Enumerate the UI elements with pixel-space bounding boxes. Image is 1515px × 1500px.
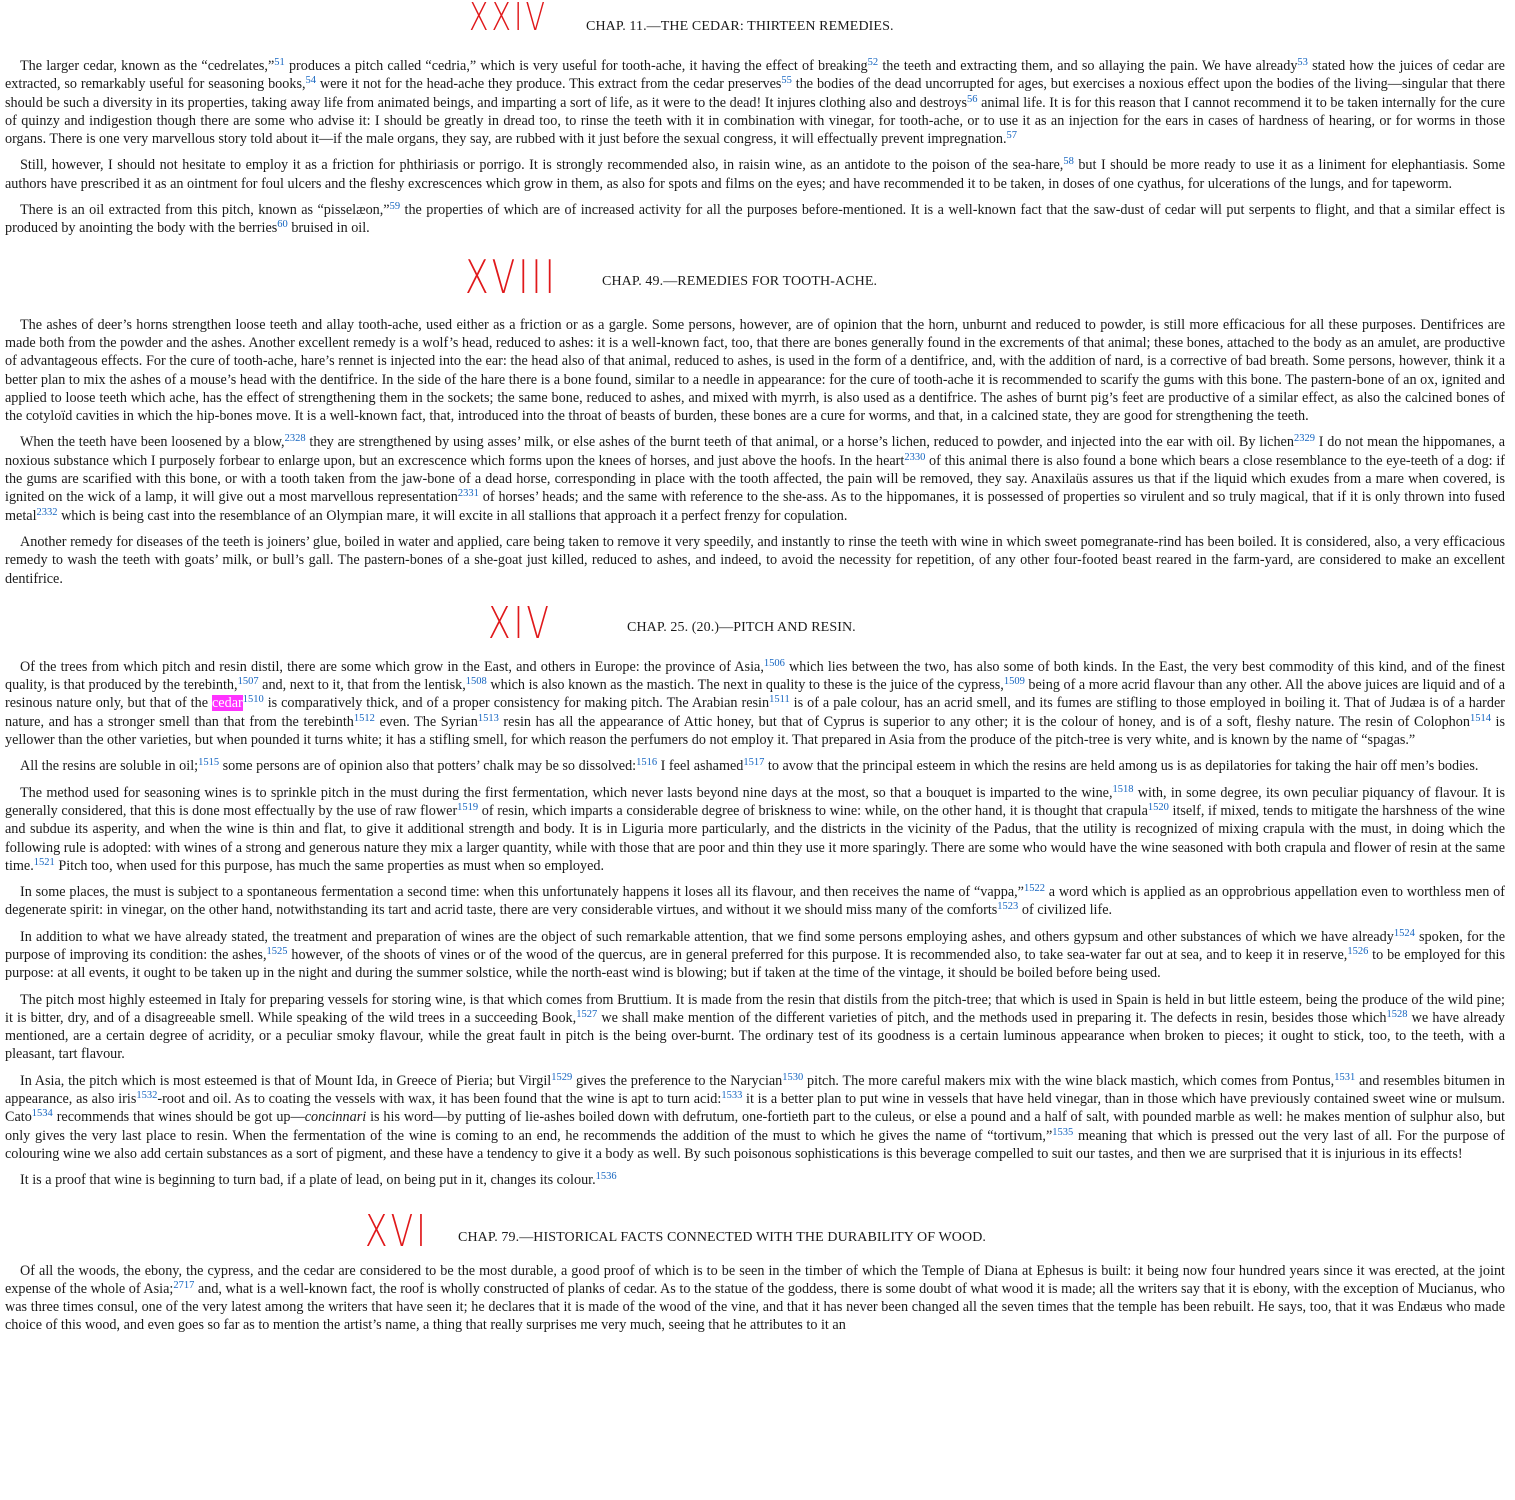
footnote-link[interactable]: 2332: [36, 506, 58, 518]
footnote-link[interactable]: 1535: [1052, 1126, 1074, 1138]
body-paragraph: [5, 433, 1505, 524]
body-paragraph: [5, 784, 1505, 875]
footnote-link[interactable]: 1507: [237, 676, 259, 688]
footnote-link[interactable]: 1521: [33, 856, 55, 868]
footnote-link[interactable]: 2329: [1293, 433, 1315, 445]
paragraph-text: even. The Syrian: [374, 713, 478, 730]
paragraph-text: meaning that which is pressed out the very last of all. For the purpose of colouring wine we also add certain substances as a sort of pigment, and these have a tendency to give it a body as well. By such poisonous sophistications is this beverage compelled to suit our tastes, and then we are surprised that it is injurious in its effects!: [5, 1127, 1505, 1162]
paragraph-text: spoken, for the purpose of improving its condition: the ashes,: [5, 928, 1505, 963]
footnote-link[interactable]: 1524: [1393, 927, 1415, 939]
paragraph-text: is comparatively thick, and of a proper consistency for making pitch. The Arabian resin: [263, 695, 770, 712]
footnote-link[interactable]: 1520: [1147, 801, 1169, 813]
chapter-section: [5, 1198, 1505, 1335]
paragraph-text: and, what is a well-known fact, the roof is wholly constructed of planks of cedar. As to the statue of the goddess, there is some doubt of what wood it is made; all the writers say that it is ebony, with the exception of Mucianus, who was three times consul, one of the very latest among the writers that have seen it; he declares that it is made of the wood of the vine, and that it has never been changed all the seven times that the temple has been rebuilt. He says, too, that it was Endæus who made choice of this wood, and even goes so far as to mention the artist’s name, a thing that really surprises me very much, seeing that he attributes to it an: [5, 1280, 1505, 1334]
chapter-title: CHAP. 49.—REMEDIES FOR TOOTH-ACHE.: [602, 273, 878, 289]
body-paragraph: [5, 757, 1505, 775]
paragraph-text: The larger cedar, known as the “cedrelates,”: [20, 58, 275, 74]
chapter-section: [5, 596, 1505, 1190]
paragraph-text: Pitch too, when used for this purpose, has much the same properties as must when so employed.: [54, 857, 605, 874]
paragraph-text: some persons are of opinion also that potters’ chalk may be so dissolved:: [219, 758, 637, 775]
paragraph-text: The ashes of deer’s horns strengthen loose teeth and allay tooth-ache, used either as a friction or as a gargle. Some persons, however, are of opinion that the horn, unburnt and reduced to powder, is still more efficacious for all these purposes. Dentifrices are made both from the powder and the ashes. Another excellent remedy is a wolf’s head, reduced to ashes: it is a well-known fact, too, that there are bones generally found in the excrements of that animal; these bones, attached to the body as an amulet, are productive of advantageous effects. For the cure of tooth-ache, hare’s rennet is injected into the ear: the head also of that animal, reduced to ashes, is used in the form of a dentifrice, and, with the addition of nard, is a corrective of bad breath. Some persons, however, think it a better plan to mix the ashes of a mouse’s head with the dentifrice. In the side of the hare there is a bone found, similar to a needle in appearance: for the cure of tooth-ache it is recommended to scarify the gums with this bone. The pastern-bone of an ox, ignited and applied to loose teeth which ache, has the effect of strengthening them in the sockets; the same bone, reduced to ashes, and mixed with myrrh, is also used as a dentifrice. The ashes of burnt pig’s feet are productive of a similar effect, as also the calcined bones of the cotyloïd cavities in which the hip-bones move. It is a well-known fact, that, introduced into the throat of beasts of burden, these bones are a cure for worms, and that, in a calcined state, they are good for strengthening the teeth.: [5, 316, 1505, 425]
italic-term: concinnari: [304, 1109, 367, 1126]
body-paragraph: [5, 1262, 1505, 1335]
roman-numeral-annotation: XIV: [488, 597, 552, 649]
paragraph-text: In some places, the must is subject to a spontaneous fermentation a second time: when this unfortunately happens it loses all its flavour, and then receives the name of “vappa,”: [20, 884, 1024, 901]
body-paragraph: [5, 57, 1505, 148]
chapter-heading: [5, 1198, 1505, 1262]
footnote-link[interactable]: 1525: [266, 945, 288, 957]
footnote-link[interactable]: 1519: [457, 801, 479, 813]
footnote-link[interactable]: 1514: [1469, 712, 1491, 724]
paragraph-text: of this animal there is also found a bone which bears a close resemblance to the eye-teeth of a dog: if the gums are scarified with this bone, or with a tooth taken from the jaw-bone of a dead horse, corresponding in place with the tooth affected, the pain will be removed, they say. Anaxilaüs assures us that if the liquid which exudes from a mare when covered, is ignited on the wick of a lamp, it will give out a most marvellous representation: [5, 452, 1505, 506]
paragraph-text: I feel ashamed: [657, 758, 744, 775]
chapter-heading: [5, 246, 1505, 316]
paragraph-text: Still, however, I should not hesitate to employ it as a friction for phthiriasis or porrigo. It is strongly recommended also, in raisin wine, as an antidote to the poison of the sea-hare,: [20, 157, 1064, 174]
footnote-link[interactable]: 1528: [1386, 1008, 1408, 1020]
paragraph-text: recommends that wines should be got up—: [52, 1109, 305, 1126]
footnote-link[interactable]: 2331: [457, 488, 479, 500]
paragraph-text: and, next to it, that from the lentisk,: [258, 677, 466, 694]
paragraph-text: we have already mentioned, are a certain degree of acridity, or a peculiar smoky flavour, while the great fault in pitch is the being over-burnt. The ordinary test of its goodness is a certain luminous appearance when broken to pieces; it ought to stick, too, to the teeth, with a pleasant, tart flavour.: [5, 1009, 1505, 1063]
paragraph-text: which is also known as the mastich. The next in quality to these is the juice of the cypress,: [486, 677, 1004, 694]
chapter-title: CHAP. 25. (20.)—PITCH AND RESIN.: [627, 619, 856, 635]
footnote-link[interactable]: 1513: [477, 712, 499, 724]
chapter-title: CHAP. 11.—THE CEDAR: THIRTEEN REMEDIES.: [586, 19, 894, 34]
paragraph-text: There is an oil extracted from this pitch, known as “pisselæon,”: [20, 202, 390, 219]
footnote-link[interactable]: 1530: [782, 1071, 804, 1083]
paragraph-text: we shall make mention of the different varieties of pitch, and the methods used in preparing it. The defects in resin, besides those which: [597, 1009, 1387, 1026]
paragraph-text: they are strengthened by using asses’ milk, or else ashes of the burnt teeth of that animal, or a horse’s lichen, reduced to powder, and injected into the ear with oil. By lichen: [305, 434, 1294, 451]
paragraph-text: of resin, which imparts a considerable degree of briskness to wine: while, on the other hand, it is thought that crapula: [478, 802, 1148, 819]
paragraph-text: In Asia, the pitch which is most esteemed is that of Mount Ida, in Greece of Pieria; but Virgil: [20, 1072, 552, 1089]
body-paragraph: [5, 1171, 1505, 1189]
paragraph-text: In addition to what we have already stated, the treatment and preparation of wines are the object of such remarkable attention, that we find some persons employing ashes, and others gypsum and other substances of which we have already: [20, 928, 1394, 945]
paragraph-text: animal life. It is for this reason that I cannot recommend it to be taken internally for the cure of quinzy and indigestion though there are some who advise it: I should be greatly in dread too, to rinse the teeth with it in combination with vinegar, for tooth-ache, or to use it as an injection for the ears in cases of hardness of hearing, or for worms in those organs. There is one very marvellous story told about it—if the male organs, they say, are rubbed with it just before the sexual congress, it will effectually prevent impregnation.: [5, 94, 1505, 148]
paragraph-text: resin has all the appearance of Attic honey, but that of Cyprus is superior to any other; it is the colour of honey, and is of a soft, fleshy nature. The resin of Colophon: [498, 713, 1470, 730]
footnote-link[interactable]: 1533: [721, 1090, 743, 1102]
paragraph-text: of civilized life.: [1018, 902, 1113, 919]
footnote-link[interactable]: 1515: [198, 757, 220, 769]
paragraph-text: of horses’ heads; and the same with reference to the she-ass. As to the hippomanes, it is possessed of properties so virulent and so truly magical, that if it is only thrown into fused metal: [5, 489, 1505, 524]
footnote-link[interactable]: 1532: [136, 1090, 158, 1102]
footnote-link[interactable]: 54: [305, 75, 317, 87]
footnote-link[interactable]: 1509: [1003, 676, 1025, 688]
roman-numeral-annotation: XVIII: [465, 249, 558, 304]
footnote-link[interactable]: 1531: [1334, 1071, 1356, 1083]
paragraph-text: The pitch most highly esteemed in Italy for preparing vessels for storing wine, is that which comes from Bruttium. It is made from the resin that distils from the pitch-tree; that which is used in Spain is held in but little esteem, being the produce of the wild pine; it is bitter, dry, and of a disagreeable smell. While speaking of the wild trees in a succeeding Book,: [5, 991, 1505, 1026]
footnote-link[interactable]: 1517: [743, 757, 765, 769]
footnote-link[interactable]: 1510: [242, 694, 264, 706]
body-paragraph: [5, 883, 1505, 920]
footnote-link[interactable]: 1518: [1112, 783, 1134, 795]
paragraph-text: which lies between the two, has also some of both kinds. In the East, the very best commodity of this kind, and of the finest quality, is that produced by the terebinth,: [5, 658, 1505, 694]
paragraph-text: The method used for seasoning wines is to sprinkle pitch in the must during the first fermentation, which never lasts beyond nine days at the most, so that a bouquet is imparted to the wine,: [20, 784, 1113, 801]
paragraph-text: is yellower than the other varieties, but when pounded it turns white; it has a stifling smell, for which reason the perfumers do not employ it. That prepared in Asia from the produce of the pitch-tree is very white, and is known by the name of “spagas.”: [5, 713, 1505, 749]
paragraph-text: It is a proof that wine is beginning to turn bad, if a plate of lead, on being put in it, changes its colour.: [20, 1172, 596, 1189]
footnote-link[interactable]: 1522: [1023, 883, 1045, 895]
paragraph-text: I do not mean the hippomanes, a noxious substance which I purposely forbear to enlarge upon, but an excrescence which forms upon the knees of horses, and just above the hoofs. In the heart: [5, 434, 1505, 469]
paragraph-text: a word which is applied as an opprobrious appellation even to worthless men of degenerate spirit: in vinegar, on the other hand, notwithstanding its tart and acrid taste, there are very considerable virtues, and without it we should miss many of the comforts: [5, 884, 1505, 919]
chapter-section: [5, 0, 1505, 238]
paragraph-text: to be employed for this purpose: at all events, it ought to be taken up in the night and during the summer solstice, while the north-east wind is blowing; but if taken at the time of the vintage, it should be boiled before being used.: [5, 946, 1505, 982]
footnote-link[interactable]: 1516: [636, 757, 658, 769]
footnote-link[interactable]: 1506: [763, 657, 785, 669]
paragraph-text: the teeth and extracting them, and so allaying the pain. We have already: [878, 58, 1298, 74]
body-paragraph: [5, 156, 1505, 193]
paragraph-text: Another remedy for diseases of the teeth is joiners’ glue, boiled in water and applied, care being taken to remove it very speedily, and instantly to rinse the teeth with wine in which sweet pomegranate-rind has been boiled. It is considered, also, a very efficacious remedy to wash the teeth with goats’ milk, or bull’s gall. The pastern-bones of a she-goat just killed, reduced to ashes, and indeed, to avoid the necessity for repetition, of any other four-footed beast reared in the farm-yard, are considered to make an excellent dentifrice.: [5, 533, 1505, 587]
paragraph-text: is his word—by putting of lie-ashes boiled down with defrutum, one-fortieth part to the culeus, or else a pound and a half of salt, with pounded marble as well: he makes mention of sulphur also, but only gives the very last place to resin. When the fermentation of the wine is coming to an end, he recommends the addition of the must to which he gives the name of “tortivum,”: [5, 1109, 1505, 1144]
chapter-section: [5, 246, 1505, 588]
chapter-title: CHAP. 79.—HISTORICAL FACTS CONNECTED WITH THE DURABILITY OF WOOD.: [458, 1229, 987, 1245]
body-paragraph: [5, 658, 1505, 749]
search-highlight: cedar: [212, 695, 243, 712]
footnote-link[interactable]: 1534: [31, 1108, 53, 1120]
roman-numeral-annotation: XVI: [365, 1205, 429, 1257]
footnote-link[interactable]: 2717: [173, 1279, 195, 1291]
footnote-link[interactable]: 51: [274, 57, 285, 68]
paragraph-text: itself, if mixed, tends to mitigate the harshness of the wine and subdue its asperity, and when the wine is thin and flat, to give it additional strength and body. It is in Liguria more particularly, and the districts in the vicinity of the Padus, that the utility is recognized of mixing crapula with the must, in doing which the following rule is adopted: with wines of a strong and generous nature they mix a larger quantity, while with those that are poor and thin they use it more sparingly. There are some who would have the wine seasoned with both crapula and flower of resin at the same time.: [5, 802, 1505, 874]
paragraph-text: the bodies of the dead uncorrupted for ages, but exercises a noxious effect upon the bodies of the living—singular that there should be such a diversity in its properties, taking away life from animated beings, and imparting a sort of life, as it were to the dead! It injures clothing also and destroys: [5, 76, 1505, 111]
body-paragraph: [5, 533, 1505, 588]
footnote-link[interactable]: 56: [967, 93, 978, 105]
footnote-link[interactable]: 57: [1006, 130, 1018, 142]
paragraph-text: produces a pitch called “cedria,” which is very useful for tooth-ache, it having the effect of breaking: [284, 58, 868, 74]
paragraph-text: being of a more acrid flavour than any other. All the above juices are liquid and of a resinous nature only, but that of the: [5, 677, 1505, 712]
footnote-link[interactable]: 1536: [595, 1171, 617, 1183]
paragraph-text: but I should be more ready to use it as a liniment for elephantiasis. Some authors have prescribed it as an ointment for foul ulcers and the fleshy excrescences which grow in them, as also for spots and films on the eyes; and have recommended it to be taken, in doses of one cyathus, for ulcerations of the lungs, and for tapeworm.: [5, 157, 1505, 192]
chapter-heading: [5, 596, 1505, 658]
paragraph-text: were it not for the head-ache they produce. This extract from the cedar preserves: [316, 76, 782, 93]
paragraph-text: All the resins are soluble in oil;: [20, 758, 199, 775]
paragraph-text: and resembles bitumen in appearance, as also iris: [5, 1072, 1505, 1108]
body-paragraph: [5, 991, 1505, 1064]
footnote-link[interactable]: 1511: [769, 694, 790, 706]
footnote-link[interactable]: 1523: [997, 901, 1019, 913]
paragraph-text: is of a pale colour, has an acrid smell, and its fumes are stifling to those employed in boiling it. That of Judæa is of a harder nature, and has a stronger smell than that from the terebinth: [5, 695, 1505, 730]
paragraph-text: with, in some degree, its own peculiar piquancy of flavour. It is generally considered, that this is done most effectually by the use of raw flower: [5, 784, 1505, 819]
paragraph-text: gives the preference to the Narycian: [572, 1072, 783, 1089]
paragraph-text: it is a better plan to put wine in vessels that have held vinegar, than in those which have previously contained sweet wine or mulsum. Cato: [5, 1091, 1505, 1126]
footnote-link[interactable]: 52: [867, 57, 879, 68]
chapter-heading: [5, 0, 1505, 57]
footnote-link[interactable]: 1508: [465, 676, 487, 688]
footnote-link[interactable]: 1526: [1347, 945, 1369, 957]
paragraph-text: bruised in oil.: [287, 220, 370, 237]
paragraph-text: -root and oil. As to coating the vessels with wax, it has been found that the wine is apt to turn acid:: [157, 1091, 722, 1108]
footnote-link[interactable]: 2330: [904, 451, 926, 463]
footnote-link[interactable]: 55: [781, 75, 792, 87]
paragraph-text: which is being cast into the resemblance of an Olympian mare, it will excite in all stallions that approach it a perfect frenzy for copulation.: [57, 507, 848, 524]
body-paragraph: [5, 316, 1505, 426]
paragraph-text: the properties of which are of increased activity for all the purposes before-mentioned. It is a well-known fact that the saw-dust of cedar will put serpents to flight, and that a similar effect is produced by anointing the body with the berries: [5, 202, 1505, 237]
paragraph-text: Of all the woods, the ebony, the cypress, and the cedar are considered to be the most durable, a good proof of which is to be seen in the timber of which the Temple of Diana at Ephesus is built: it being now four hundred years since it was erected, at the joint expense of the whole of Asia;: [5, 1262, 1505, 1297]
paragraph-text: stated how the juices of cedar are extracted, so remarkably useful for seasoning books,: [5, 58, 1505, 93]
paragraph-text: When the teeth have been loosened by a blow,: [20, 434, 285, 451]
paragraph-text: Of the trees from which pitch and resin distil, there are some which grow in the East, and others in Europe: the province of Asia,: [20, 658, 764, 675]
body-paragraph: [5, 928, 1505, 983]
footnote-link[interactable]: 60: [277, 219, 288, 231]
body-paragraph: [5, 1072, 1505, 1163]
document-page: [5, 0, 1505, 1500]
footnote-link[interactable]: 58: [1063, 156, 1074, 168]
body-paragraph: [5, 201, 1505, 238]
footnote-link[interactable]: 1512: [353, 712, 375, 724]
paragraph-text: however, of the shoots of vines or of the wood of the quercus, are in general preferred for this purpose. It is recommended also, to take sea-water far out at sea, and to keep it in reserve,: [287, 946, 1348, 963]
footnote-link[interactable]: 59: [389, 201, 401, 213]
footnote-link[interactable]: 2328: [284, 433, 306, 445]
roman-numeral-annotation: XXIV: [469, 0, 548, 39]
footnote-link[interactable]: 1529: [551, 1071, 573, 1083]
paragraph-text: to avow that the principal esteem in which the resins are held among us is as depilatories for taking the hair off men’s bodies.: [764, 758, 1479, 775]
footnote-link[interactable]: 1527: [576, 1008, 598, 1020]
paragraph-text: pitch. The more careful makers mix with the wine black mastich, which comes from Pontus,: [803, 1072, 1335, 1089]
footnote-link[interactable]: 53: [1297, 57, 1308, 68]
